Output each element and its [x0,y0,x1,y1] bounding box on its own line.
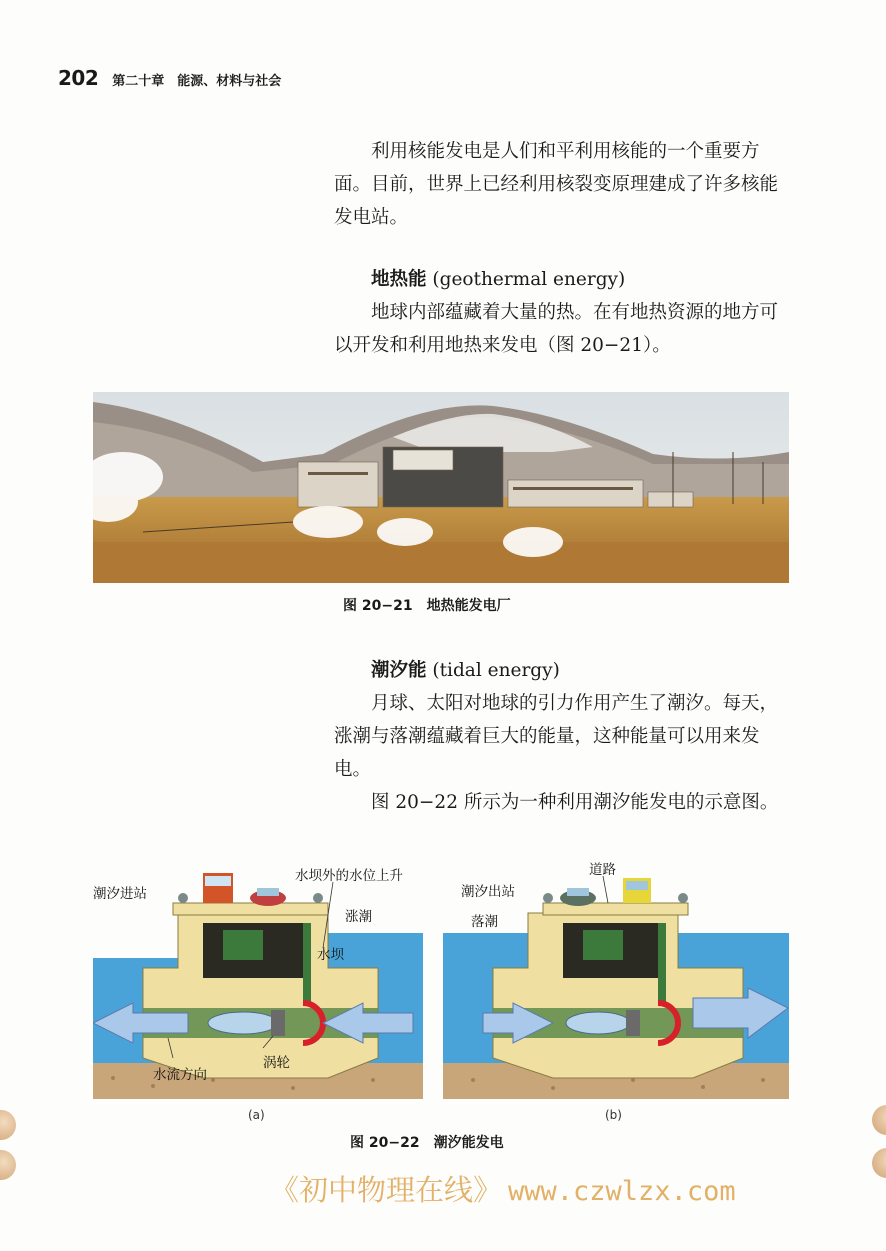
tidal-section [334,654,790,819]
right-margin-mark-1 [872,1105,886,1135]
nuclear-text: 利用核能发电是人们和平利用核能的一个重要方面。目前，世界上已经利用核裂变原理建成了许多核能发电站。 [334,141,779,228]
label-flood-tide: 涨潮 [345,909,372,925]
label-tide-in: 潮汐进站 [93,886,147,902]
label-road: 道路 [589,862,616,878]
page-header [58,66,281,90]
label-ebb-tide: 落潮 [471,914,498,930]
tidal-heading [334,654,790,687]
tidal-title-cn: 潮汐能 [371,660,427,681]
sub-label-a: (a) [248,1108,265,1122]
left-margin-mark-1 [0,1110,16,1140]
tidal-diagram-b [443,858,789,1122]
fig21-caption: 图 20−21 地热能发电厂 [343,598,511,614]
watermark-url: www.czwlzx.com [508,1176,736,1207]
label-dam: 水坝 [317,947,344,963]
watermark-name: 《初中物理在线》 [270,1173,503,1207]
nuclear-paragraph [334,135,790,234]
tidal-text-2: 图 20−22 所示为一种利用潮汐能发电的示意图。 [371,792,779,813]
geothermal-plant-photo [93,392,789,583]
tidal-text-1: 月球、太阳对地球的引力作用产生了潮汐。每天，涨潮与落潮蕴藏着巨大的能量，这种能量可以用来发电。 [334,693,779,780]
tidal-title-en: (tidal energy) [426,660,560,681]
geothermal-text: 地球内部蕴藏着大量的热。在有地热资源的地方可以开发和利用地热来发电（图 20−21）。 [334,302,779,356]
chapter-title: 第二十章 能源、材料与社会 [112,74,282,89]
left-margin-mark-2 [0,1150,16,1180]
label-tide-out: 潮汐出站 [461,884,515,900]
geothermal-heading [334,263,790,296]
fig22-caption: 图 20−22 潮汐能发电 [350,1135,504,1151]
right-margin-mark-2 [872,1148,886,1178]
geothermal-title-en: (geothermal energy) [426,269,626,290]
tidal-diagram-a [93,858,423,1122]
sub-label-b: (b) [605,1108,622,1122]
label-water-rise: 水坝外的水位上升 [295,868,403,884]
label-flow-direction: 水流方向 [153,1067,207,1083]
label-turbine: 涡轮 [263,1055,290,1071]
geothermal-section [334,263,790,362]
geothermal-title-cn: 地热能 [371,269,427,290]
watermark [270,1168,736,1209]
page-number: 202 [58,66,99,90]
